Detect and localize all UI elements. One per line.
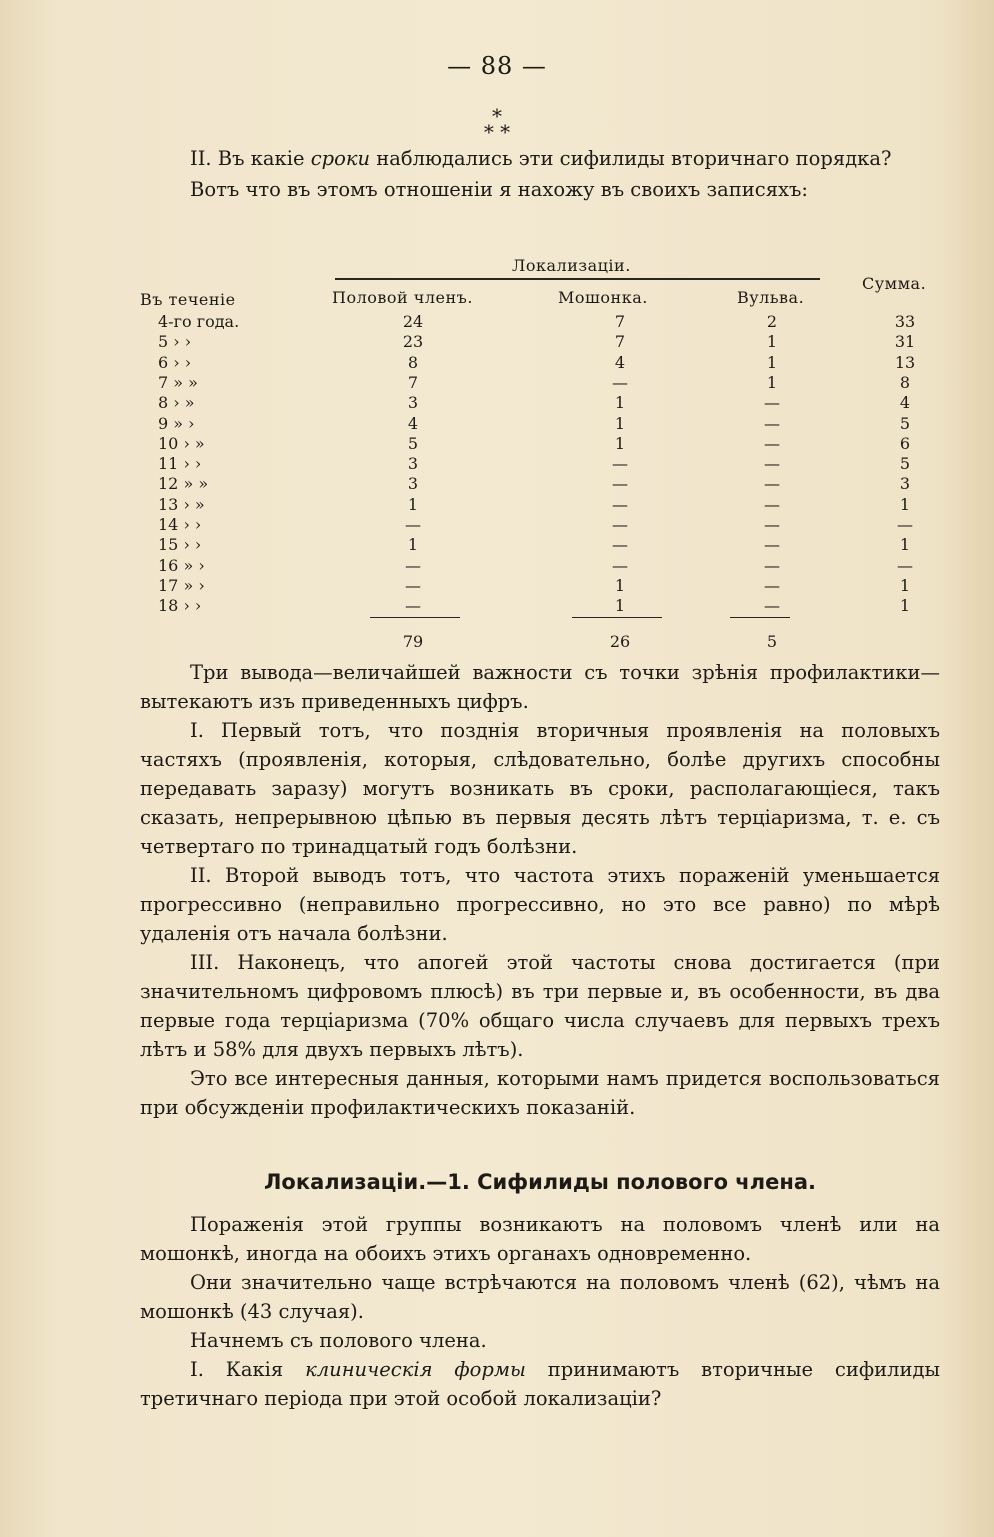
- table-cell-penis: 1: [407, 494, 419, 514]
- table-cell-period: 9 » ›: [158, 413, 195, 433]
- total-vulva: 5: [766, 632, 778, 651]
- table-cell-sum: 1: [899, 494, 911, 514]
- table-cell-sum: 13: [894, 352, 916, 372]
- table-cell-scrotum: 7: [614, 312, 626, 331]
- table-cell-scrotum: —: [612, 454, 628, 474]
- question-emphasis: клиническія формы: [305, 1358, 526, 1381]
- table-cell-scrotum: —: [612, 372, 628, 392]
- question-text-b: принимаютъ вторичные сифилиды третичнаго періода при этой особой локализаціи?: [140, 1358, 940, 1410]
- table-cell-period: 11 › ›: [158, 454, 202, 474]
- paragraph-frequency: Они значительно чаще встрѣчаются на половомъ членѣ (62), чѣмъ на мошонкѣ (43 случая).: [140, 1271, 940, 1323]
- table-cell-period: 12 » »: [158, 474, 209, 494]
- table-cell-sum: 6: [899, 433, 911, 453]
- table-cell-period: 16 » ›: [158, 555, 205, 575]
- table-cell-scrotum: 1: [614, 393, 626, 413]
- paragraph-second-conclusion: II. Второй выводъ тотъ, что частота этихъ пораженій уменьшается прогрессивно (неправильно прогрессивно, но это все равно) по мѣрѣ удаленія отъ начала болѣзни.: [140, 864, 940, 945]
- table-cell-sum: 1: [899, 535, 911, 555]
- intro-p1-text-b: наблюдались эти сифилиды вторичнаго порядка?: [370, 147, 892, 170]
- table-cell-vulva: —: [764, 575, 780, 595]
- table-cell-sum: 1: [899, 575, 911, 595]
- paragraph-start: Начнемъ съ полового члена.: [190, 1329, 487, 1352]
- table-cell-sum: 4: [899, 393, 911, 413]
- table-cell-penis: 3: [407, 454, 419, 474]
- table-cell-vulva: —: [764, 413, 780, 433]
- table-cell-period: 10 › »: [158, 433, 205, 453]
- table-cell-vulva: 1: [766, 332, 778, 352]
- table-cell-sum: 1: [899, 596, 911, 616]
- intro-paragraph-2: Вотъ что въ этомъ отношеніи я нахожу въ своихъ записяхъ:: [190, 178, 808, 201]
- table-cell-vulva: 1: [766, 352, 778, 372]
- table-header-period: Въ теченіе: [140, 290, 236, 309]
- table-header-vulva: Вульва.: [737, 288, 805, 307]
- table-cell-sum: 5: [899, 413, 911, 433]
- total-rule-penis: [370, 617, 460, 618]
- table-cell-scrotum: —: [612, 494, 628, 514]
- total-rule-vulva: [730, 617, 790, 618]
- table-group-header: Локализаціи.: [512, 256, 631, 275]
- table-cell-scrotum: —: [612, 535, 628, 555]
- table-cell-scrotum: 1: [614, 575, 626, 595]
- table-cell-penis: 3: [407, 393, 419, 413]
- table-cell-vulva: 1: [766, 372, 778, 392]
- table-group-rule: [335, 278, 820, 280]
- table-cell-sum: —: [897, 515, 913, 534]
- table-cell-sum: 8: [899, 372, 911, 392]
- table-cell-penis: 1: [407, 535, 419, 555]
- table-cell-penis: —: [405, 555, 421, 575]
- table-cell-penis: 8: [407, 352, 419, 372]
- page-number: — 88 —: [447, 52, 547, 80]
- total-rule-scrotum: [572, 617, 662, 618]
- table-cell-vulva: —: [764, 454, 780, 474]
- table-cell-vulva: —: [764, 555, 780, 575]
- table-cell-period: 6 › ›: [158, 352, 192, 372]
- table-cell-period: 13 › »: [158, 494, 205, 514]
- table-cell-sum: —: [897, 555, 913, 575]
- table-cell-penis: 23: [402, 332, 424, 352]
- paragraph-summary: Это все интересныя данныя, которыми намъ придется воспользоваться при обсужденіи профилактическихъ показаній.: [140, 1067, 940, 1119]
- intro-paragraph-1: [140, 144, 940, 173]
- table-cell-vulva: —: [764, 535, 780, 555]
- table-cell-sum: 5: [899, 454, 911, 474]
- table-cell-penis: —: [405, 596, 421, 616]
- table-header-scrotum: Мошонка.: [558, 288, 648, 307]
- table-cell-vulva: —: [764, 474, 780, 494]
- table-cell-scrotum: —: [612, 474, 628, 494]
- table-cell-scrotum: 1: [614, 433, 626, 453]
- table-cell-period: 18 › ›: [158, 596, 202, 616]
- total-scrotum: 26: [609, 632, 631, 651]
- table-cell-sum: 33: [894, 312, 916, 331]
- paragraph-three-conclusions: Три вывода—величайшей важности съ точки зрѣнія профилактики—вытекаютъ изъ приведенныхъ цифръ.: [140, 661, 940, 713]
- table-cell-vulva: —: [764, 393, 780, 413]
- table-cell-vulva: —: [764, 596, 780, 616]
- table-cell-penis: 4: [407, 413, 419, 433]
- table-cell-period: 8 › »: [158, 393, 195, 413]
- table-cell-penis: 7: [407, 372, 419, 392]
- localization-table: [140, 250, 940, 660]
- table-cell-scrotum: 1: [614, 413, 626, 433]
- table-cell-scrotum: —: [612, 515, 628, 534]
- paragraph-clinical-question: [140, 1355, 940, 1413]
- table-cell-period: 14 › ›: [158, 515, 202, 534]
- table-cell-scrotum: 1: [614, 596, 626, 616]
- table-cell-sum: 3: [899, 474, 911, 494]
- total-penis: 79: [402, 632, 424, 651]
- table-header-sum: Сумма.: [862, 274, 927, 293]
- table-cell-penis: 5: [407, 433, 419, 453]
- question-text-a: I. Какія: [190, 1358, 306, 1381]
- paragraph-first-conclusion: I. Первый тотъ, что позднія вторичныя проявленія на половыхъ частяхъ (проявленія, которыя, слѣдовательно, болѣе другихъ способны передавать заразу) могутъ возникать въ сроки, располагающіеся, такъ сказать, непрерывною цѣпью въ первыя десять лѣтъ терціаризма, т. е. съ четвертаго по тринадцатый годъ болѣзни.: [140, 719, 940, 858]
- table-cell-vulva: —: [764, 494, 780, 514]
- penile-section: [140, 1210, 940, 1413]
- asterism: * * *: [483, 104, 511, 144]
- table-cell-scrotum: 7: [614, 332, 626, 352]
- table-cell-period: 4-го года.: [158, 312, 240, 331]
- table-cell-penis: —: [405, 515, 421, 534]
- intro-section: [140, 144, 940, 204]
- intro-p1-emphasis: сроки: [310, 147, 371, 170]
- table-cell-vulva: —: [764, 515, 780, 534]
- conclusions-section: [140, 658, 940, 1122]
- section-heading: Локализаціи.—1. Сифилиды полового члена.: [263, 1170, 817, 1194]
- table-cell-penis: 3: [407, 474, 419, 494]
- table-cell-sum: 31: [894, 332, 916, 352]
- table-cell-period: 5 › ›: [158, 332, 192, 352]
- paragraph-third-conclusion: III. Наконецъ, что апогей этой частоты снова достигается (при значительномъ цифровомъ плюсѣ) въ три первые и, въ особенности, въ два первые года терціаризма (70% общаго числа случаевъ для первыхъ трехъ лѣтъ и 58% для двухъ первыхъ лѣтъ).: [140, 951, 940, 1061]
- table-cell-scrotum: —: [612, 555, 628, 575]
- table-cell-scrotum: 4: [614, 352, 626, 372]
- table-cell-vulva: —: [764, 433, 780, 453]
- table-cell-vulva: 2: [766, 312, 778, 331]
- table-cell-period: 17 » ›: [158, 575, 205, 595]
- table-header-penis: Половой членъ.: [332, 288, 473, 307]
- table-cell-penis: —: [405, 575, 421, 595]
- table-cell-penis: 24: [402, 312, 424, 331]
- table-cell-period: 15 › ›: [158, 535, 202, 555]
- paragraph-lesion-group: Пораженія этой группы возникаютъ на половомъ членѣ или на мошонкѣ, иногда на обоихъ этихъ органахъ одновременно.: [140, 1213, 940, 1265]
- intro-p1-text-a: II. Въ какіе: [190, 147, 311, 170]
- table-cell-period: 7 » »: [158, 372, 198, 392]
